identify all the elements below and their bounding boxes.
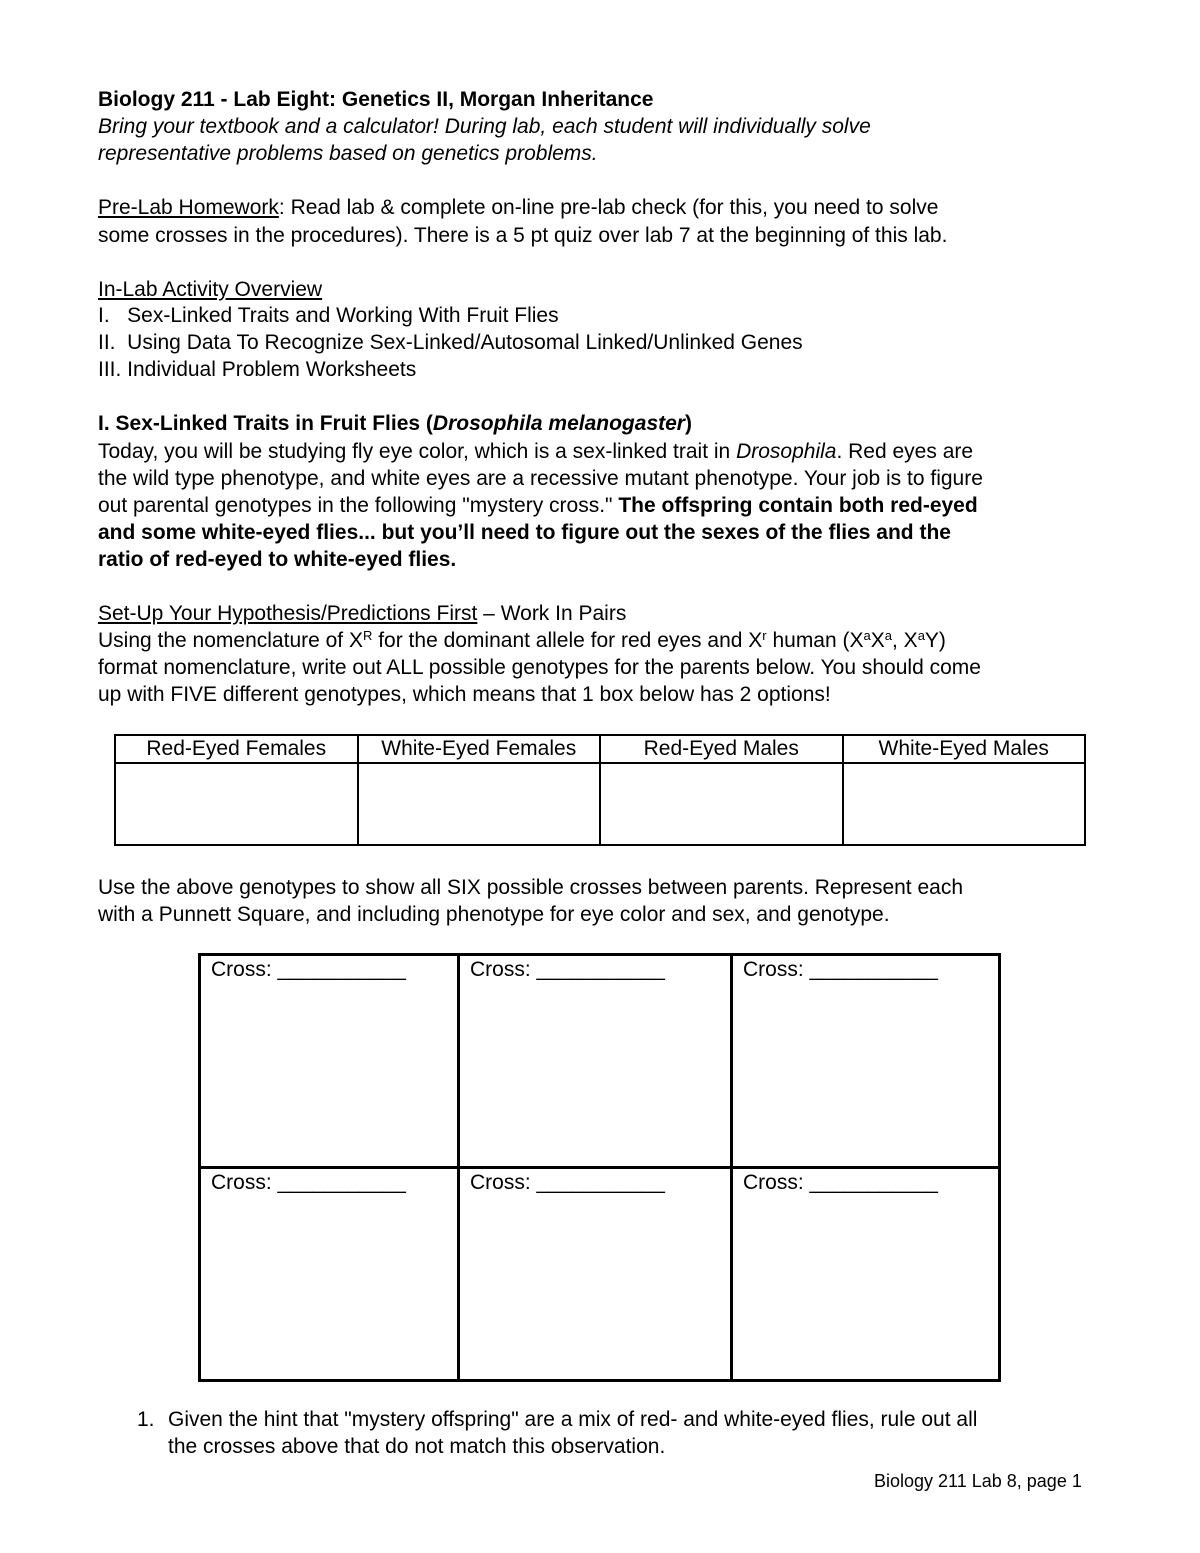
crosses-intro-line-1: Use the above genotypes to show all SIX possible crosses between parents. Represent each [98,876,964,899]
overview-heading: In-Lab Activity Overview [98,278,323,301]
cross-cell[interactable]: Cross: ___________ [200,1168,459,1381]
overview-item: I. Sex-Linked Traits and Working With Fruit Flies [98,304,559,327]
species-name: Drosophila melanogaster [432,412,685,435]
genotype-header-white-males: White-Eyed Males [843,735,1086,763]
cross-cell[interactable]: Cross: ___________ [459,955,732,1168]
page-footer: Biology 211 Lab 8, page 1 [874,1471,1082,1491]
hypothesis-heading: Set-Up Your Hypothesis/Predictions First – Work In Pairs [98,602,627,625]
crosses-intro-line-2: with a Punnett Square, and including phenotype for eye color and sex, and genotype. [98,903,890,926]
overview-item: III. Individual Problem Worksheets [98,358,417,381]
genotype-header-red-females: Red-Eyed Females [115,735,358,763]
hypothesis-line-1: Using the nomenclature of $X^R$ for the dominant allele for red eyes and $X^r$ human ($X^aX^a$, $X^aY$) [98,628,946,652]
cross-cell[interactable]: Cross: ___________ [732,1168,1000,1381]
section1-paragraph-line: Today, you will be studying fly eye color, which is a sex-linked trait in Drosophila. Red eyes are [98,440,974,463]
section1-paragraph-line: out parental genotypes in the following "mystery cross." The offspring contain both red-eyed [98,494,978,517]
cross-cell[interactable]: Cross: ___________ [732,955,1000,1168]
cross-cell[interactable]: Cross: ___________ [459,1168,732,1381]
question-line-1: Given the hint that "mystery offspring" are a mix of red- and white-eyed flies, rule out all [168,1408,978,1431]
genotype-answer-cell[interactable] [843,763,1086,845]
question-line-2: the crosses above that do not match this observation. [168,1435,666,1458]
genotype-table [114,734,1086,846]
genotype-header-white-females: White-Eyed Females [358,735,601,763]
genotype-answer-cell[interactable] [115,763,358,845]
question-number: 1. [137,1408,155,1431]
subtitle-line-1: Bring your textbook and a calculator! During lab, each student will individually solve [98,115,871,138]
genotype-header-red-males: Red-Eyed Males [600,735,843,763]
section1-heading: I. Sex-Linked Traits in Fruit Flies (Drosophila melanogaster) [98,412,692,435]
prelab-text-1: : Read lab & complete on-line pre-lab check (for this, you need to solve [278,196,939,219]
overview-item: II. Using Data To Recognize Sex-Linked/Autosomal Linked/Unlinked Genes [98,331,803,354]
genotype-answer-cell[interactable] [358,763,601,845]
page-title: Biology 211 - Lab Eight: Genetics II, Morgan Inheritance [98,88,654,111]
prelab-line-2: some crosses in the procedures). There is a 5 pt quiz over lab 7 at the beginning of this lab. [98,224,948,247]
prelab-label: Pre-Lab Homework [98,196,279,219]
section1-paragraph-line: the wild type phenotype, and white eyes are a recessive mutant phenotype. Your job is to figure [98,467,983,490]
genotype-answer-cell[interactable] [600,763,843,845]
hypothesis-line-2: format nomenclature, write out ALL possible genotypes for the parents below. You should come [98,656,981,679]
section1-paragraph-line: ratio of red-eyed to white-eyed flies. [98,548,457,571]
cross-cell[interactable]: Cross: ___________ [200,955,459,1168]
subtitle-line-2: representative problems based on genetics problems. [98,142,598,165]
hypothesis-line-3: up with FIVE different genotypes, which means that 1 box below has 2 options! [98,683,831,706]
prelab-line-1 [98,194,938,221]
cross-grid [198,953,1001,1382]
section1-paragraph-line: and some white-eyed flies... but you’ll need to figure out the sexes of the flies and the [98,521,951,544]
